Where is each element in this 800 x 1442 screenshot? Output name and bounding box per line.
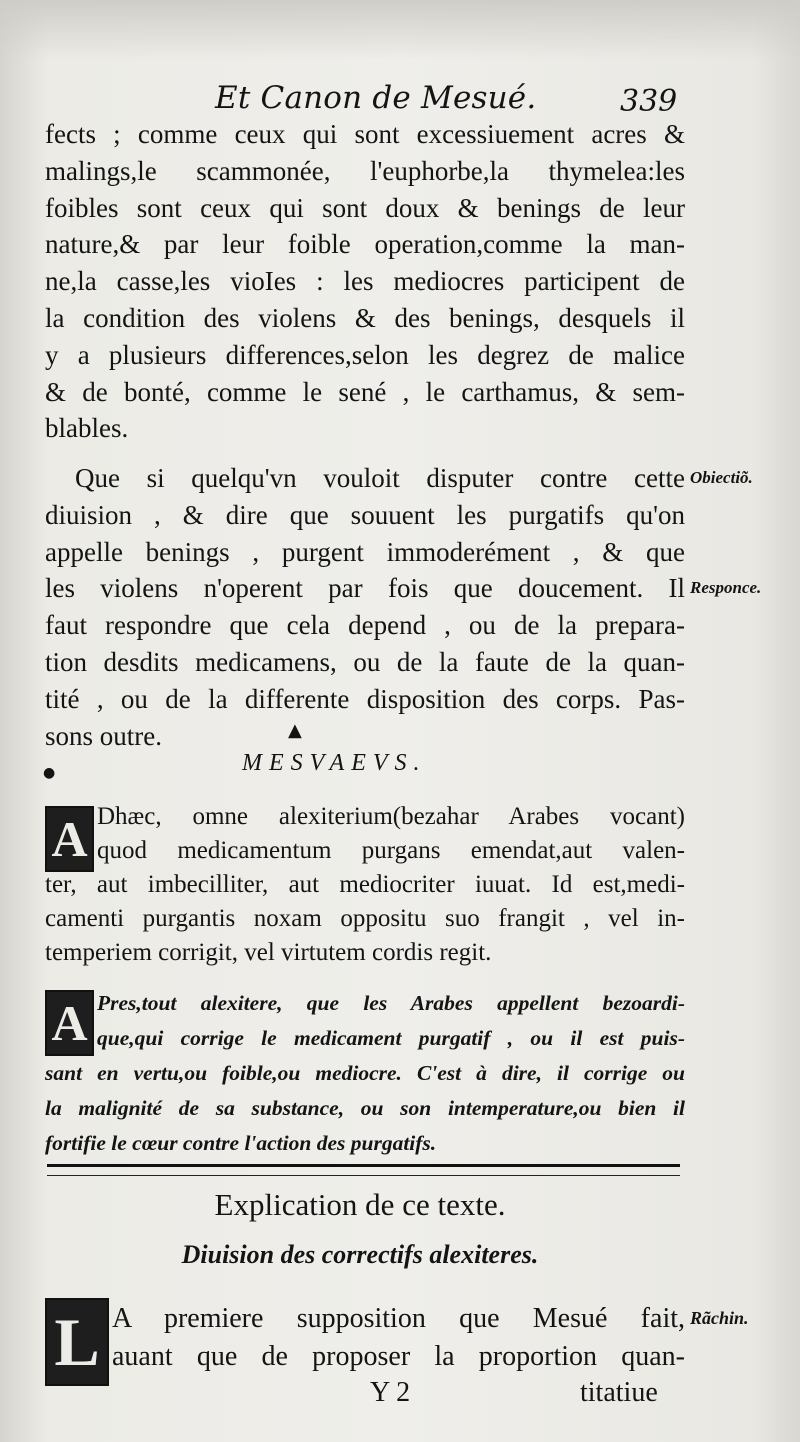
drop-cap-french: A — [45, 990, 94, 1056]
text-line: faut respondre que cela depend , ou de la prepara- — [45, 610, 685, 641]
text-line: que,qui corrige le medicament purgatif , ou il est puis- — [97, 1026, 685, 1050]
text-line: temperiem corrigit, vel virtutem cordis regit. — [45, 939, 492, 966]
catchword: titatiue — [580, 1377, 658, 1408]
section-title: Explication de ce texte. — [214, 1187, 506, 1222]
latin-text — [45, 800, 685, 970]
text-line: tité , ou de la differente disposition des corps. Pas- — [45, 683, 685, 714]
text-line: nature,& par leur foible operation,comme la man- — [45, 229, 685, 260]
text-line: Que si quelqu'vn vouloit disputer contre cette — [75, 463, 685, 493]
text-line: fortifie le cœur contre l'action des purgatifs. — [45, 1131, 437, 1155]
margin-note-objection: Obiectiõ. — [690, 468, 753, 487]
text-line: les violens n'operent par fois que doucement. Il — [45, 573, 685, 604]
text-line: la malignité de sa substance, ou son intemperature,ou bien il — [45, 1096, 685, 1120]
final-paragraph — [112, 1300, 685, 1376]
text-line: sant en vertu,ou foible,ou mediocre. C'est à dire, il corrige ou — [45, 1061, 685, 1085]
text-line: tion desdits medicamens, ou de la faute de la quan- — [45, 646, 685, 677]
text-line: auant que de proposer la proportion quan- — [112, 1341, 685, 1372]
section-heading-mesvaevs: MESVAEVS. — [242, 750, 427, 776]
text-line: diuision , & dire que souuent les purgatifs qu'on — [45, 499, 685, 530]
paragraph-2 — [45, 460, 685, 754]
text-line: ter, aut imbecilliter, aut mediocriter iuuat. Id est,medi- — [45, 871, 685, 898]
text-line: foibles sont ceux qui sont doux & benings de leur — [45, 192, 685, 223]
text-line: blables. — [45, 413, 129, 444]
text-line: Dhæc, omne alexiterium(bezahar Arabes vocant) — [97, 803, 685, 830]
text-line: camenti purgantis noxam oppositu suo frangit , vel in- — [45, 905, 685, 932]
section-subtitle: Diuision des correctifs alexiteres. — [181, 1240, 539, 1269]
text-line: la condition des violens & des benings, desquels il — [45, 302, 685, 333]
page-number: 339 — [620, 84, 678, 119]
margin-note-author: Rãchin. — [690, 1308, 749, 1328]
page-shadow — [0, 0, 800, 60]
bullet-icon: ● — [43, 765, 56, 781]
signature-mark: Y 2 — [370, 1377, 411, 1408]
margin-note-response: Responce. — [690, 578, 762, 597]
drop-cap-final: L — [45, 1298, 109, 1386]
text-line: appelle benings , purgent immoderément , & que — [45, 536, 685, 567]
french-italic-text — [45, 986, 685, 1161]
text-line: malings,le scammonée, l'euphorbe,la thymelea:les — [45, 155, 685, 186]
text-line: quod medicamentum purgans emendat,aut valen- — [97, 837, 685, 864]
running-head: Et Canon de Mesué. — [215, 80, 537, 116]
text-line: A premiere supposition que Mesué fait, — [112, 1303, 685, 1334]
text-line: & de bonté, comme le sené , le carthamus, & sem- — [45, 376, 685, 407]
paragraph-1 — [45, 116, 685, 447]
text-line: sons outre. — [45, 720, 162, 751]
text-line: Pres,tout alexitere, que les Arabes appellent bezoardi- — [97, 991, 685, 1015]
text-line: fects ; comme ceux qui sont excessiuement acres & — [45, 119, 685, 149]
ornament-icon: ▲ — [288, 720, 302, 741]
text-line: ne,la casse,les vioIes : les mediocres participent de — [45, 266, 685, 297]
section-rule — [47, 1164, 680, 1176]
text-line: y a plusieurs differences,selon les degrez de malice — [45, 339, 685, 370]
drop-cap-latin: A — [45, 806, 94, 872]
